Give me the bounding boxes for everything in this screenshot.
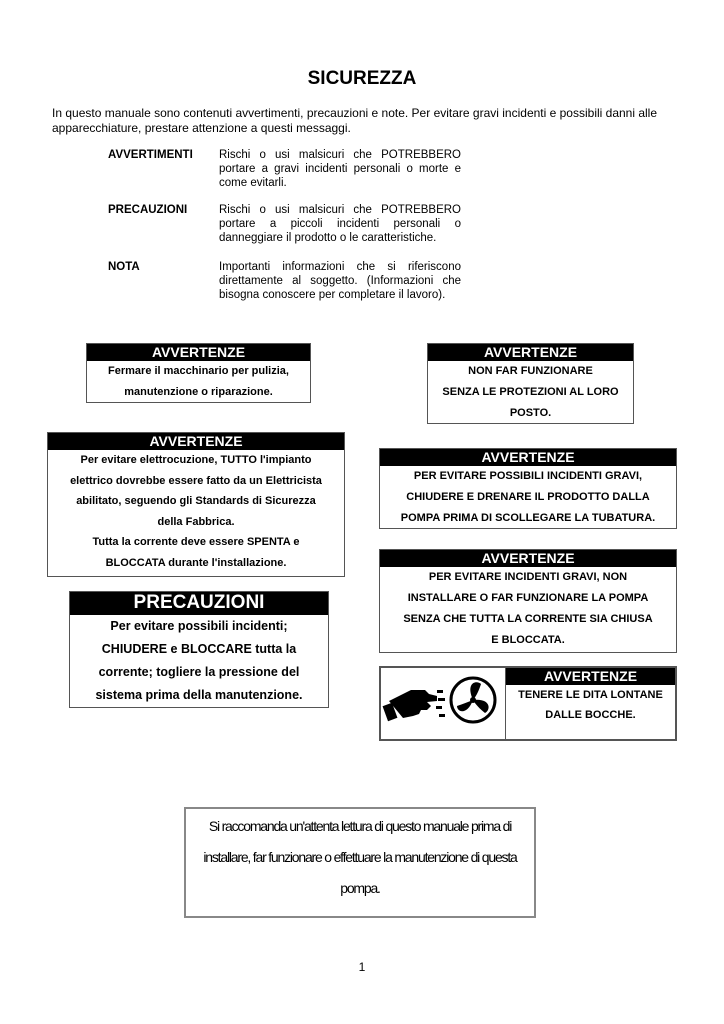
warning-text: TENERE LE DITA LONTANE DALLE BOCCHE. [518, 689, 663, 721]
definition-text: Rischi o usi malsicuri che POTREBBERO portare a piccoli incidenti personali o danneggiare il prodotto o le caratteristiche. [219, 204, 461, 244]
warning-header: AVVERTENZE [48, 433, 344, 450]
warning-header: AVVERTENZE [380, 550, 676, 567]
caution-header: PRECAUZIONI [70, 592, 328, 615]
warning-text: Per evitare elettrocuzione, TUTTO l'impianto elettrico dovrebbe essere fatto da un Elettricista abilitato, seguendo gli Standards di Sicurezza della Fabbrica. Tutta la corrente deve essere SPENTA e BLOCCATA durante l'installazione. [70, 454, 322, 569]
warning-header: AVVERTENZE [380, 449, 676, 466]
page-number: 1 [358, 960, 366, 974]
warning-text: NON FAR FUNZIONARE SENZA LE PROTEZIONI AL LORO POSTO. [442, 365, 619, 419]
warning-box-power [379, 549, 677, 653]
warning-box-cleaning [86, 343, 311, 403]
caution-text: Per evitare possibili incidenti; CHIUDERE e BLOCCARE tutta la corrente; togliere la pressione del sistema prima della manutenzione. [95, 619, 303, 702]
warning-box-drain [379, 448, 677, 529]
warning-header: AVVERTENZE [428, 344, 633, 361]
warning-header: AVVERTENZE [506, 668, 675, 685]
definition-term: NOTA [108, 261, 140, 273]
caution-box-pressure [69, 591, 329, 708]
warning-header: AVVERTENZE [87, 344, 310, 361]
page-title: SICUREZZA [307, 68, 417, 89]
warning-box-fingers [379, 666, 677, 741]
recommendation-box [184, 807, 536, 918]
warning-box-guards [427, 343, 634, 424]
recommendation-text: Si raccomanda un'attenta lettura di questo manuale prima di installare, far funzionare o effettuare la manutenzione di questa pompa. [203, 818, 517, 896]
definition-text: Rischi o usi malsicuri che POTREBBERO portare a gravi incidenti personali o morte e come evitarli. [219, 149, 461, 189]
definition-term: PRECAUZIONI [108, 204, 188, 216]
warning-text: PER EVITARE POSSIBILI INCIDENTI GRAVI, CHIUDERE E DRENARE IL PRODOTTO DALLA POMPA PRIMA DI SCOLLEGARE LA TUBATURA. [400, 470, 656, 524]
warning-text: PER EVITARE INCIDENTI GRAVI, NON INSTALLARE O FAR FUNZIONARE LA POMPA SENZA CHE TUTTA LA CORRENTE SIA CHIUSA E BLOCCATA. [403, 571, 653, 646]
warning-box-electrocution [47, 432, 345, 577]
definition-term: AVVERTIMENTI [108, 149, 193, 161]
warning-text: Fermare il macchinario per pulizia, manutenzione o riparazione. [108, 365, 289, 398]
definition-text: Importanti informazioni che si riferiscono direttamente al soggetto. (Informazioni che bisogna conoscere per completare il lavoro). [219, 261, 461, 301]
hand-near-fan-icon [381, 668, 506, 739]
intro-paragraph: In questo manuale sono contenuti avvertimenti, precauzioni e note. Per evitare gravi incidenti e possibili danni alle apparecchiature, prestare attenzione a questi messaggi. [52, 106, 658, 135]
